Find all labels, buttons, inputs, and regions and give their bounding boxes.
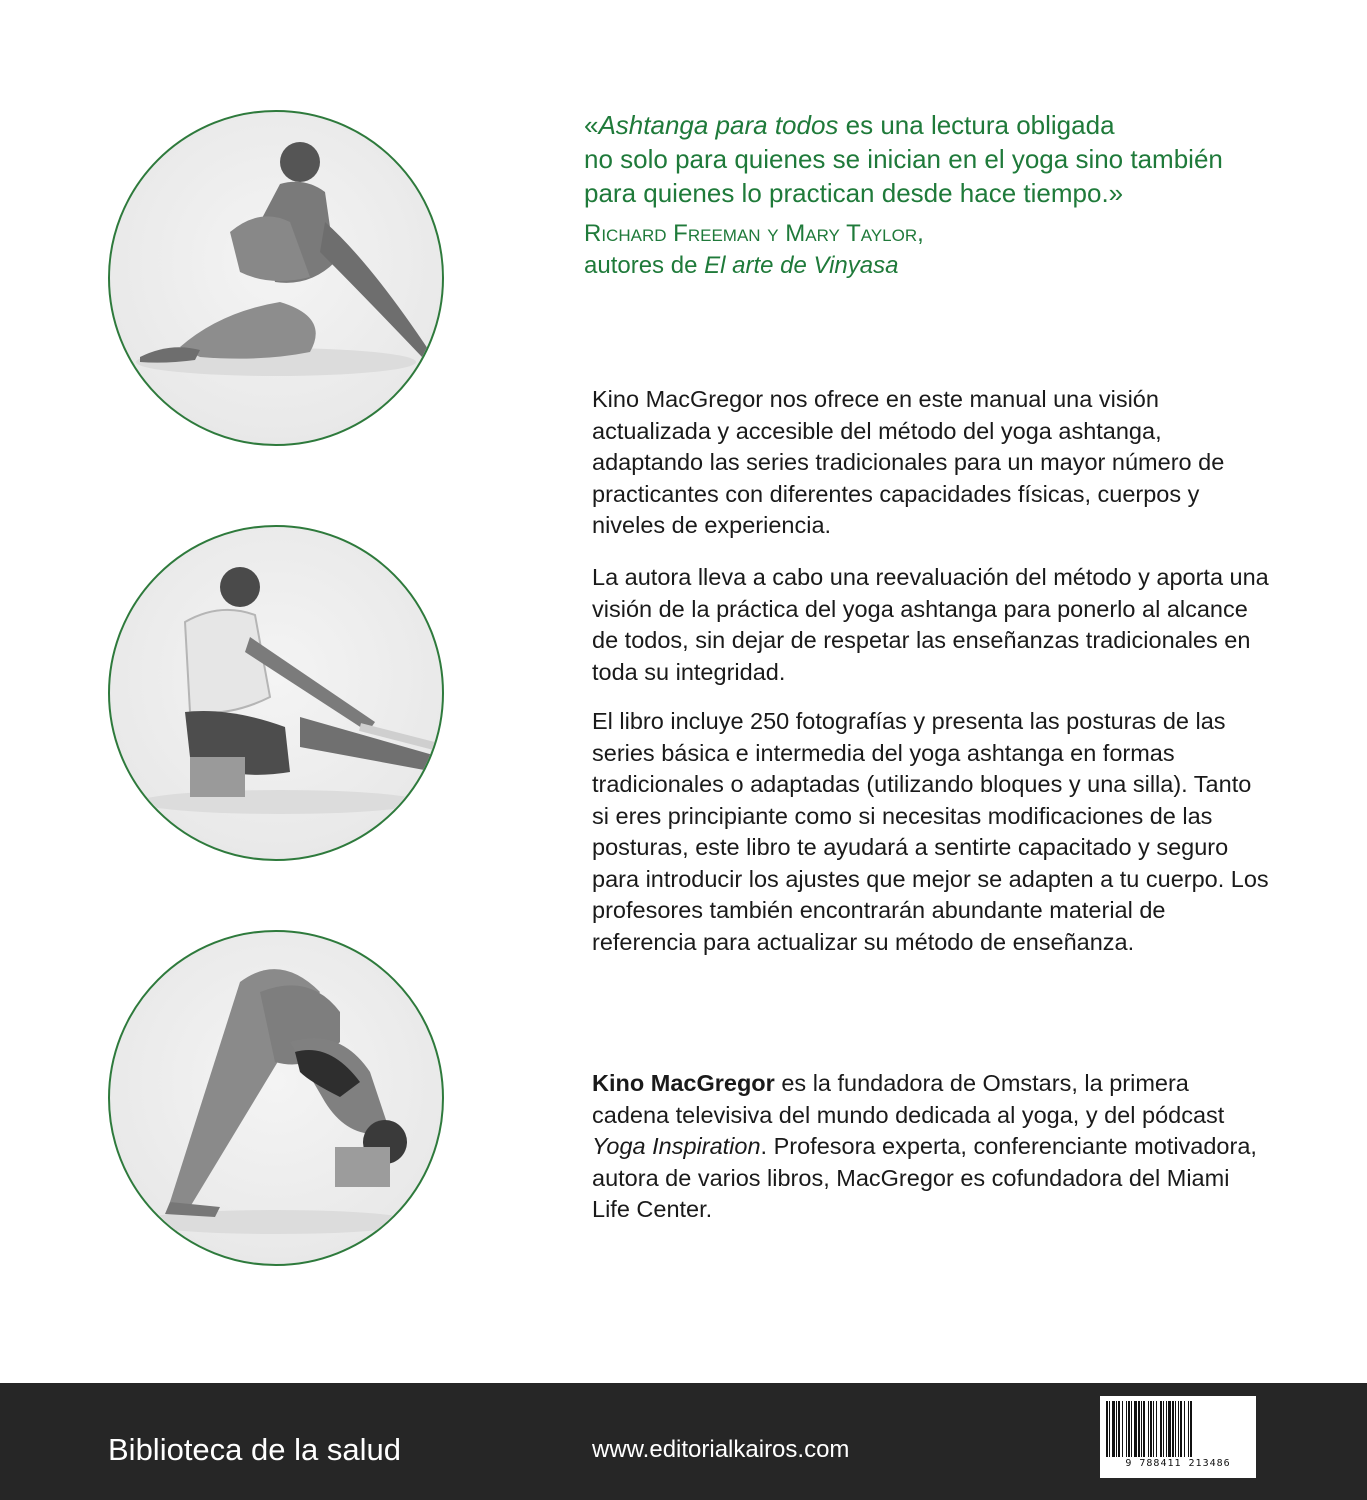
barcode-bar bbox=[1134, 1401, 1137, 1457]
barcode-bars bbox=[1106, 1401, 1250, 1457]
isbn-number: 9 788411 213486 bbox=[1125, 1458, 1231, 1469]
barcode-bar bbox=[1163, 1401, 1164, 1457]
barcode-bar bbox=[1178, 1401, 1179, 1457]
barcode-bar bbox=[1172, 1401, 1174, 1457]
barcode-bar bbox=[1150, 1401, 1152, 1457]
barcode-bar bbox=[1190, 1401, 1192, 1457]
barcode-bar bbox=[1122, 1401, 1123, 1457]
description-paragraph-2: La autora lleva a cabo una reevaluación del método y aporta una visión de la práctica del yoga ashtanga para ponerlo al alcance de todos, sin dejar de respetar las enseñanzas tradicionales en toda su integridad. bbox=[592, 564, 1269, 685]
quote-line-2: no solo para quienes se inician en el yoga sino también bbox=[584, 144, 1223, 174]
barcode-bar bbox=[1112, 1401, 1115, 1457]
description-paragraph-3: El libro incluye 250 fotografías y presenta las posturas de las series básica e intermedia del yoga ashtanga en formas tradicionales o adaptadas (utilizando bloques y una silla). Tanto si eres principiante como si necesitas modificaciones de las posturas, este libro te ayudará a sentirte capacitado y seguro para introducir los ajustes que mejor se adapten a tu cuerpo. Los profesores también encontrarán abundante material de referencia para actualizar su método de enseñanza. bbox=[592, 708, 1269, 955]
yoga-photo-seated-twist bbox=[108, 110, 444, 446]
barcode-bar bbox=[1106, 1401, 1108, 1457]
quote-line-1: «Ashtanga para todos es una lectura obligada bbox=[584, 110, 1115, 140]
barcode-bar bbox=[1153, 1401, 1154, 1457]
barcode-bar bbox=[1141, 1401, 1142, 1457]
barcode-bar bbox=[1184, 1401, 1185, 1457]
barcode-bar bbox=[1175, 1401, 1176, 1457]
quote-author: Richard Freeman y Mary Taylor, bbox=[584, 220, 924, 247]
barcode-bar bbox=[1180, 1401, 1182, 1457]
endorsement-quote bbox=[584, 108, 1284, 282]
forward-bend-figure bbox=[110, 527, 442, 859]
barcode-bar bbox=[1126, 1401, 1127, 1457]
series-name: Biblioteca de la salud bbox=[108, 1432, 401, 1467]
barcode-bar bbox=[1148, 1401, 1149, 1457]
barcode-bar bbox=[1160, 1401, 1162, 1457]
barcode-bar bbox=[1116, 1401, 1117, 1457]
seated-twist-figure bbox=[110, 112, 442, 444]
barcode-bar bbox=[1131, 1401, 1132, 1457]
barcode-bar bbox=[1128, 1401, 1130, 1457]
barcode-bar bbox=[1109, 1401, 1110, 1457]
barcode-bar bbox=[1168, 1401, 1171, 1457]
barcode-bar bbox=[1118, 1401, 1120, 1457]
barcode-bar bbox=[1166, 1401, 1167, 1457]
quote-author-role: autores de El arte de Vinyasa bbox=[584, 252, 899, 279]
quote-line-3: para quienes lo practican desde hace tiempo.» bbox=[584, 178, 1124, 208]
barcode-bar bbox=[1156, 1401, 1157, 1457]
barcode-bar bbox=[1143, 1401, 1145, 1457]
barcode-bar bbox=[1188, 1401, 1189, 1457]
yoga-photo-wide-leg-forward-fold bbox=[108, 930, 444, 1266]
barcode-bar bbox=[1138, 1401, 1140, 1457]
author-name: Kino MacGregor bbox=[592, 1070, 775, 1096]
wide-leg-fold-figure bbox=[110, 932, 442, 1264]
isbn-barcode bbox=[1100, 1396, 1256, 1478]
podcast-title: Yoga Inspiration bbox=[592, 1133, 761, 1159]
author-bio: Kino MacGregor es la fundadora de Omstars, la primera cadena televisiva del mundo dedicada al yoga, y del pódcast Yoga Inspiration. Profesora experta, conferenciante motivadora, autora de varios libros, MacGregor es cofundadora del Miami Life Center. bbox=[592, 1070, 1257, 1222]
yoga-photo-forward-bend-strap bbox=[108, 525, 444, 861]
description-paragraph-1: Kino MacGregor nos ofrece en este manual una visión actualizada y accesible del método del yoga ashtanga, adaptando las series tradicionales para un mayor número de practicantes con diferentes capacidades físicas, cuerpos y niveles de experiencia. bbox=[592, 386, 1225, 538]
publisher-website: www.editorialkairos.com bbox=[592, 1436, 850, 1463]
